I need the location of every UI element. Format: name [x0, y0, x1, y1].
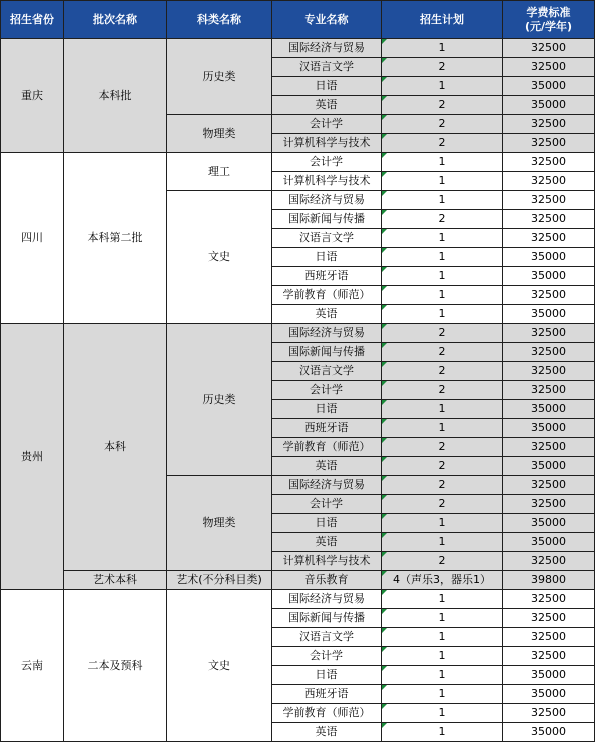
plan-cell: 2 [382, 438, 503, 457]
fee-cell: 32500 [503, 476, 595, 495]
fee-cell: 32500 [503, 39, 595, 58]
major-cell: 音乐教育 [272, 571, 382, 590]
batch-cell: 本科第二批 [64, 153, 167, 324]
fee-cell: 35000 [503, 419, 595, 438]
header-province: 招生省份 [1, 1, 64, 39]
major-cell: 学前教育（师范） [272, 438, 382, 457]
province-cell: 贵州 [1, 324, 64, 590]
batch-cell: 艺术本科 [64, 571, 167, 590]
category-cell: 物理类 [167, 476, 272, 571]
header-fee [503, 1, 595, 39]
fee-cell: 35000 [503, 457, 595, 476]
major-cell: 汉语言文学 [272, 229, 382, 248]
major-cell: 国际经济与贸易 [272, 590, 382, 609]
major-cell: 英语 [272, 305, 382, 324]
province-cell: 重庆 [1, 39, 64, 153]
fee-cell: 32500 [503, 58, 595, 77]
plan-cell: 1 [382, 286, 503, 305]
fee-cell: 32500 [503, 704, 595, 723]
batch-cell: 本科批 [64, 39, 167, 153]
fee-cell: 32500 [503, 115, 595, 134]
plan-cell: 1 [382, 704, 503, 723]
fee-cell: 35000 [503, 248, 595, 267]
header-plan: 招生计划 [382, 1, 503, 39]
plan-cell: 1 [382, 305, 503, 324]
fee-cell: 35000 [503, 267, 595, 286]
major-cell: 国际新闻与传播 [272, 609, 382, 628]
major-cell: 汉语言文学 [272, 362, 382, 381]
plan-cell: 1 [382, 229, 503, 248]
plan-cell: 2 [382, 210, 503, 229]
category-cell: 历史类 [167, 39, 272, 115]
plan-cell: 1 [382, 172, 503, 191]
fee-cell: 32500 [503, 381, 595, 400]
fee-cell: 32500 [503, 286, 595, 305]
header-fee-line2: (元/学年) [524, 19, 573, 33]
plan-cell: 2 [382, 134, 503, 153]
major-cell: 国际新闻与传播 [272, 210, 382, 229]
plan-cell: 1 [382, 723, 503, 742]
category-cell: 文史 [167, 191, 272, 324]
fee-cell: 32500 [503, 134, 595, 153]
fee-cell: 32500 [503, 552, 595, 571]
fee-cell: 39800 [503, 571, 595, 590]
category-cell: 历史类 [167, 324, 272, 476]
plan-cell: 1 [382, 400, 503, 419]
major-cell: 会计学 [272, 381, 382, 400]
table-body [1, 39, 595, 742]
fee-cell: 32500 [503, 495, 595, 514]
major-cell: 国际经济与贸易 [272, 476, 382, 495]
table-row [1, 590, 595, 609]
category-cell: 物理类 [167, 115, 272, 153]
category-cell: 艺术(不分科目类) [167, 571, 272, 590]
plan-cell: 2 [382, 495, 503, 514]
fee-cell: 32500 [503, 191, 595, 210]
major-cell: 国际经济与贸易 [272, 39, 382, 58]
major-cell: 国际经济与贸易 [272, 191, 382, 210]
fee-cell: 32500 [503, 343, 595, 362]
province-cell: 四川 [1, 153, 64, 324]
fee-cell: 35000 [503, 514, 595, 533]
table-row [1, 324, 595, 343]
header-row [1, 1, 595, 39]
fee-cell: 32500 [503, 153, 595, 172]
plan-cell: 1 [382, 533, 503, 552]
major-cell: 会计学 [272, 495, 382, 514]
fee-cell: 35000 [503, 96, 595, 115]
plan-cell: 1 [382, 685, 503, 704]
plan-cell: 1 [382, 267, 503, 286]
major-cell: 西班牙语 [272, 685, 382, 704]
major-cell: 日语 [272, 666, 382, 685]
plan-cell: 2 [382, 552, 503, 571]
category-cell: 理工 [167, 153, 272, 191]
fee-cell: 32500 [503, 362, 595, 381]
plan-cell: 1 [382, 248, 503, 267]
plan-cell: 2 [382, 343, 503, 362]
fee-cell: 32500 [503, 647, 595, 666]
province-cell: 云南 [1, 590, 64, 742]
major-cell: 计算机科学与技术 [272, 134, 382, 153]
major-cell: 学前教育（师范） [272, 286, 382, 305]
major-cell: 西班牙语 [272, 267, 382, 286]
major-cell: 日语 [272, 514, 382, 533]
header-category: 科类名称 [167, 1, 272, 39]
major-cell: 计算机科学与技术 [272, 172, 382, 191]
plan-cell: 1 [382, 514, 503, 533]
fee-cell: 32500 [503, 324, 595, 343]
plan-cell: 2 [382, 476, 503, 495]
major-cell: 汉语言文学 [272, 58, 382, 77]
plan-cell: 1 [382, 419, 503, 438]
fee-cell: 35000 [503, 305, 595, 324]
plan-cell: 1 [382, 77, 503, 96]
plan-cell: 2 [382, 324, 503, 343]
plan-cell: 2 [382, 58, 503, 77]
plan-cell: 2 [382, 362, 503, 381]
fee-cell: 35000 [503, 666, 595, 685]
plan-cell: 1 [382, 628, 503, 647]
fee-cell: 32500 [503, 438, 595, 457]
fee-cell: 32500 [503, 590, 595, 609]
plan-cell: 1 [382, 647, 503, 666]
plan-cell: 1 [382, 590, 503, 609]
major-cell: 日语 [272, 248, 382, 267]
major-cell: 国际经济与贸易 [272, 324, 382, 343]
fee-cell: 35000 [503, 723, 595, 742]
plan-cell: 1 [382, 153, 503, 172]
fee-cell: 32500 [503, 628, 595, 647]
fee-cell: 35000 [503, 400, 595, 419]
plan-cell: 2 [382, 381, 503, 400]
fee-cell: 35000 [503, 77, 595, 96]
plan-cell: 1 [382, 191, 503, 210]
batch-cell: 二本及预科 [64, 590, 167, 742]
plan-cell: 1 [382, 39, 503, 58]
major-cell: 英语 [272, 533, 382, 552]
fee-cell: 32500 [503, 229, 595, 248]
plan-cell: 1 [382, 609, 503, 628]
major-cell: 会计学 [272, 647, 382, 666]
major-cell: 学前教育（师范） [272, 704, 382, 723]
plan-cell: 2 [382, 115, 503, 134]
major-cell: 计算机科学与技术 [272, 552, 382, 571]
plan-cell: 2 [382, 96, 503, 115]
major-cell: 会计学 [272, 115, 382, 134]
plan-cell: 1 [382, 666, 503, 685]
major-cell: 日语 [272, 400, 382, 419]
header-batch: 批次名称 [64, 1, 167, 39]
plan-cell: 2 [382, 457, 503, 476]
category-cell: 文史 [167, 590, 272, 742]
fee-cell: 32500 [503, 172, 595, 191]
major-cell: 英语 [272, 96, 382, 115]
major-cell: 会计学 [272, 153, 382, 172]
major-cell: 汉语言文学 [272, 628, 382, 647]
fee-cell: 32500 [503, 609, 595, 628]
table-row [1, 153, 595, 172]
table-row [1, 571, 595, 590]
major-cell: 国际新闻与传播 [272, 343, 382, 362]
major-cell: 英语 [272, 457, 382, 476]
fee-cell: 32500 [503, 210, 595, 229]
major-cell: 英语 [272, 723, 382, 742]
header-fee-line1: 学费标准 [526, 5, 571, 19]
fee-cell: 35000 [503, 685, 595, 704]
header-major: 专业名称 [272, 1, 382, 39]
table-row [1, 39, 595, 58]
batch-cell: 本科 [64, 324, 167, 571]
plan-cell: 4（声乐3，器乐1） [382, 571, 503, 590]
major-cell: 西班牙语 [272, 419, 382, 438]
table-header [1, 1, 595, 39]
major-cell: 日语 [272, 77, 382, 96]
fee-cell: 35000 [503, 533, 595, 552]
